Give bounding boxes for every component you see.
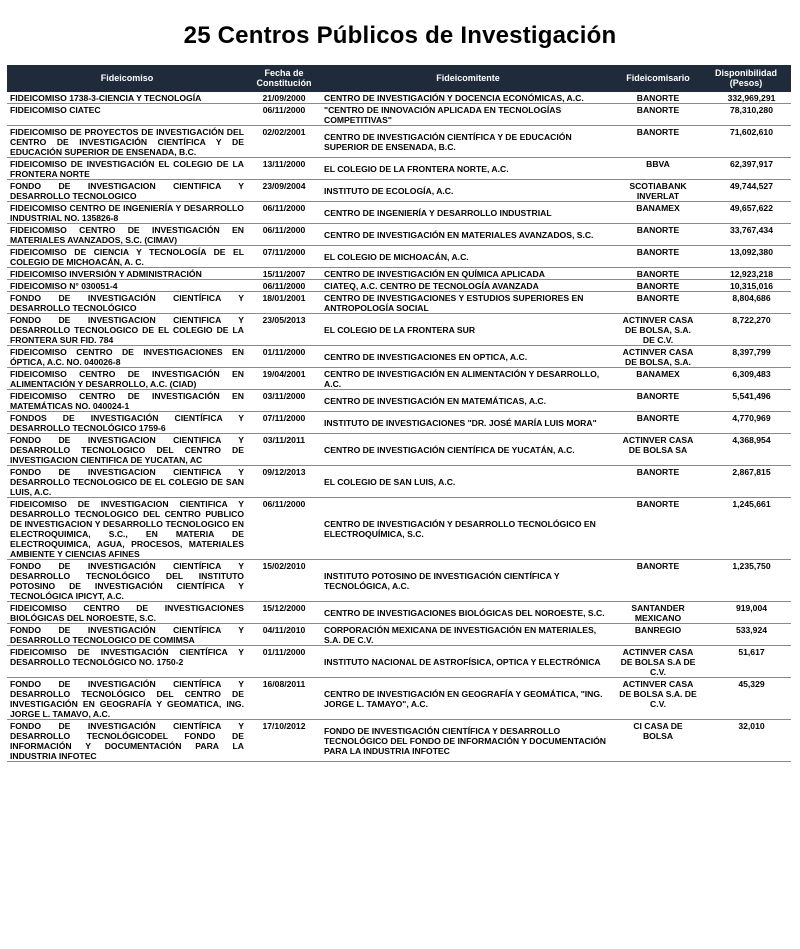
table-row	[7, 678, 791, 720]
cell-fideicomisario: SCOTIABANK INVERLAT	[615, 180, 701, 202]
table-row	[7, 224, 791, 246]
cell-fideicomitente: CENTRO DE INVESTIGACIÓN CIENTÍFICA Y DE EDUCACIÓN SUPERIOR DE ENSENADA, B.C.	[321, 126, 615, 158]
fideicomisos-table	[7, 65, 791, 762]
cell-fideicomisario: BANORTE	[615, 292, 701, 314]
cell-fideicomitente: INSTITUTO POTOSINO DE INVESTIGACIÓN CIENTÍFICA Y TECNOLÓGICA, A.C.	[321, 560, 615, 602]
cell-fideicomisario: ACTINVER CASA DE BOLSA S.A DE C.V.	[615, 646, 701, 678]
cell-fecha: 15/11/2007	[247, 268, 321, 280]
cell-fideicomitente: FONDO DE INVESTIGACIÓN CIENTÍFICA Y DESARROLLO TECNOLÓGICO DEL FONDO DE INFORMACIÓN Y DOCUMENTACIÓN PARA LA INDUSTRIA INFOTEC	[321, 720, 615, 762]
cell-fideicomiso: FONDO DE INVESTIGACIÓN CIENTÍFICA Y DESARROLLO TECNOLÓGICO	[7, 292, 247, 314]
cell-disponibilidad: 5,541,496	[701, 390, 791, 412]
cell-fideicomiso: FIDEICOMISO DE INVESTIGACIÓN EL COLEGIO DE LA FRONTERA NORTE	[7, 158, 247, 180]
cell-disponibilidad: 8,722,270	[701, 314, 791, 346]
header-fecha: Fecha de Constitución	[247, 65, 321, 92]
cell-fideicomiso: FONDO DE INVESTIGACIÓN CIENTÍFICA Y DESARROLLO TECNOLÓGICODEL FONDO DE INFORMACIÓN Y DOCUMENTACIÓN PARA LA INDUSTRIA INFOTEC	[7, 720, 247, 762]
cell-fideicomitente: CENTRO DE INVESTIGACIÓN EN GEOGRAFÍA Y GEOMÁTICA, "ING. JORGE L. TAMAYO", A.C.	[321, 678, 615, 720]
cell-disponibilidad: 8,804,686	[701, 292, 791, 314]
cell-fideicomisario: BBVA	[615, 158, 701, 180]
table-body	[7, 92, 791, 762]
cell-fideicomiso: FIDEICOMISO DE PROYECTOS DE INVESTIGACIÓN DEL CENTRO DE INVESTIGACIÓN CIENTÍFICA Y DE EDUCACIÓN SUPERIOR DE ENSENADA, B.C.	[7, 126, 247, 158]
cell-fecha: 21/09/2000	[247, 92, 321, 104]
cell-fideicomisario: BANORTE	[615, 126, 701, 158]
cell-fecha: 23/09/2004	[247, 180, 321, 202]
cell-disponibilidad: 71,602,610	[701, 126, 791, 158]
cell-fideicomisario: BANORTE	[615, 246, 701, 268]
cell-fideicomiso: FONDO DE INVESTIGACION CIENTIFICA Y DESARROLLO TECNOLOGICO DE EL COLEGIO DE SAN LUIS, A.C.	[7, 466, 247, 498]
table-row	[7, 292, 791, 314]
cell-disponibilidad: 13,092,380	[701, 246, 791, 268]
cell-disponibilidad: 533,924	[701, 624, 791, 646]
cell-fideicomiso: FIDEICOMISO 1738-3-CIENCIA Y TECNOLOGÍA	[7, 92, 247, 104]
cell-disponibilidad: 78,310,280	[701, 104, 791, 126]
cell-fideicomisario: BANORTE	[615, 104, 701, 126]
table-row	[7, 268, 791, 280]
table-row	[7, 498, 791, 560]
cell-fideicomiso: FIDEICOMISO CENTRO DE INVESTIGACIÓN EN MATERIALES AVANZADOS, S.C. (CIMAV)	[7, 224, 247, 246]
cell-fecha: 13/11/2000	[247, 158, 321, 180]
cell-fecha: 15/02/2010	[247, 560, 321, 602]
cell-fecha: 19/04/2001	[247, 368, 321, 390]
cell-fideicomiso: FONDO DE INVESTIGACION CIENTIFICA Y DESARROLLO TECNOLOGICO	[7, 180, 247, 202]
cell-disponibilidad: 62,397,917	[701, 158, 791, 180]
table-row	[7, 720, 791, 762]
table-row	[7, 412, 791, 434]
cell-fecha: 23/05/2013	[247, 314, 321, 346]
cell-fideicomitente: INSTITUTO DE INVESTIGACIONES "DR. JOSÉ MARÍA LUIS MORA"	[321, 412, 615, 434]
cell-disponibilidad: 12,923,218	[701, 268, 791, 280]
table-row	[7, 646, 791, 678]
cell-fideicomiso: FIDEICOMISO N° 030051-4	[7, 280, 247, 292]
cell-fideicomitente: CENTRO DE INVESTIGACIÓN EN MATEMÁTICAS, A.C.	[321, 390, 615, 412]
cell-fideicomitente: CENTRO DE INVESTIGACIONES Y ESTUDIOS SUPERIORES EN ANTROPOLOGÍA SOCIAL	[321, 292, 615, 314]
cell-fideicomisario: BANORTE	[615, 390, 701, 412]
cell-fideicomiso: FIDEICOMISO CIATEC	[7, 104, 247, 126]
cell-fecha: 07/11/2000	[247, 412, 321, 434]
cell-disponibilidad: 1,245,661	[701, 498, 791, 560]
cell-fideicomiso: FONDO DE INVESTIGACIÓN CIENTÍFICA Y DESARROLLO TECNOLÓGICO DEL CENTRO DE INVESTIGACIÓN EN GEOGRAFÍA Y GEOMATICA, ING. JORGE L. TAMAVO, A.C.	[7, 678, 247, 720]
cell-fideicomitente: EL COLEGIO DE MICHOACÁN, A.C.	[321, 246, 615, 268]
table-row	[7, 390, 791, 412]
cell-fideicomitente: CORPORACIÓN MEXICANA DE INVESTIGACIÓN EN MATERIALES, S.A. DE C.V.	[321, 624, 615, 646]
header-fideicomiso: Fideicomiso	[7, 65, 247, 92]
cell-fecha: 03/11/2011	[247, 434, 321, 466]
cell-fecha: 03/11/2000	[247, 390, 321, 412]
cell-fideicomitente: INSTITUTO NACIONAL DE ASTROFÍSICA, OPTICA Y ELECTRÓNICA	[321, 646, 615, 678]
cell-fideicomitente: CENTRO DE INGENIERÍA Y DESARROLLO INDUSTRIAL	[321, 202, 615, 224]
cell-fideicomisario: ACTINVER CASA DE BOLSA, S.A. DE C.V.	[615, 314, 701, 346]
table-row	[7, 434, 791, 466]
table-row	[7, 158, 791, 180]
cell-fideicomiso: FIDEICOMISO DE INVESTIGACIÓN CIENTÍFICA Y DESARROLLO TECNOLÓGICO NO. 1750-2	[7, 646, 247, 678]
cell-disponibilidad: 1,235,750	[701, 560, 791, 602]
table-row	[7, 126, 791, 158]
cell-fideicomiso: FONDO DE INVESTIGACION CIENTIFICA Y DESARROLLO TECNOLOGICO DEL CENTRO DE INVESTIGACION CIENTIFICA DE YUCATAN, AC	[7, 434, 247, 466]
cell-fideicomiso: FONDOS DE INVESTIGACIÓN CIENTÍFICA Y DESARROLLO TECNOLÓGICO 1759-6	[7, 412, 247, 434]
cell-disponibilidad: 33,767,434	[701, 224, 791, 246]
cell-disponibilidad: 32,010	[701, 720, 791, 762]
cell-disponibilidad: 6,309,483	[701, 368, 791, 390]
cell-fideicomitente: CENTRO DE INVESTIGACIONES EN OPTICA, A.C.	[321, 346, 615, 368]
cell-fideicomitente: CENTRO DE INVESTIGACIÓN CIENTÍFICA DE YUCATÁN, A.C.	[321, 434, 615, 466]
cell-fideicomiso: FONDO DE INVESTIGACIÓN CIENTÍFICA Y DESARROLLO TECNOLÓGICO DEL INSTITUTO POTOSINO DE INVESTIGACIÓN CIENTÍFICA Y TECNOLÓGICA IPICYT, A.C.	[7, 560, 247, 602]
cell-disponibilidad: 4,368,954	[701, 434, 791, 466]
table-row	[7, 466, 791, 498]
cell-fideicomitente: CENTRO DE INVESTIGACIÓN EN MATERIALES AVANZADOS, S.C.	[321, 224, 615, 246]
cell-fideicomitente: CENTRO DE INVESTIGACIÓN EN QUÍMICA APLICADA	[321, 268, 615, 280]
cell-fideicomiso: FIDEICOMISO CENTRO DE INVESTIGACIÓN EN ALIMENTACIÓN Y DESARROLLO, A.C. (CIAD)	[7, 368, 247, 390]
table-row	[7, 602, 791, 624]
cell-fideicomisario: BANORTE	[615, 412, 701, 434]
cell-disponibilidad: 2,867,815	[701, 466, 791, 498]
cell-fecha: 06/11/2000	[247, 104, 321, 126]
cell-fideicomisario: BANORTE	[615, 92, 701, 104]
cell-fideicomisario: BANREGIO	[615, 624, 701, 646]
cell-fideicomitente: "CENTRO DE INNOVACIÓN APLICADA EN TECNOLOGÍAS COMPETITIVAS"	[321, 104, 615, 126]
cell-fideicomiso: FIDEICOMISO CENTRO DE INVESTIGACIONES BIOLÓGICAS DEL NOROESTE, S.C.	[7, 602, 247, 624]
cell-fideicomiso: FONDO DE INVESTIGACION CIENTIFICA Y DESARROLLO TECNOLOGICO DE EL COLEGIO DE LA FRONTERA SUR FID. 784	[7, 314, 247, 346]
cell-disponibilidad: 332,969,291	[701, 92, 791, 104]
cell-fideicomisario: BANAMEX	[615, 202, 701, 224]
cell-fideicomitente: CIATEQ, A.C. CENTRO DE TECNOLOGÍA AVANZADA	[321, 280, 615, 292]
cell-fideicomitente: CENTRO DE INVESTIGACIONES BIOLÓGICAS DEL NOROESTE, S.C.	[321, 602, 615, 624]
cell-fideicomisario: BANORTE	[615, 466, 701, 498]
cell-fecha: 18/01/2001	[247, 292, 321, 314]
cell-disponibilidad: 10,315,016	[701, 280, 791, 292]
cell-fecha: 06/11/2000	[247, 498, 321, 560]
cell-fecha: 04/11/2010	[247, 624, 321, 646]
table-row	[7, 246, 791, 268]
cell-fideicomiso: FIDEICOMISO DE INVESTIGACION CIENTIFICA Y DESARROLLO TECNOLOGICO DEL CENTRO PUBLICO DE INVESTIGACION Y DESARROLLO TECNOLOGICO EN ELECTROQUIMICA, S.C., EN MATERIA DE ELECTROQUIMICA, AGUA, PROCESOS, MATERIALES AMBIENTE Y CIENCIAS AFINES	[7, 498, 247, 560]
cell-fecha: 16/08/2011	[247, 678, 321, 720]
table-row	[7, 92, 791, 104]
cell-disponibilidad: 8,397,799	[701, 346, 791, 368]
header-disponibilidad: Disponibilidad (Pesos)	[701, 65, 791, 92]
table-row	[7, 368, 791, 390]
table-row	[7, 346, 791, 368]
table-row	[7, 560, 791, 602]
cell-fideicomisario: BANORTE	[615, 498, 701, 560]
cell-fideicomisario: BANORTE	[615, 280, 701, 292]
cell-fideicomiso: FONDO DE INVESTIGACIÓN CIENTÍFICA Y DESARROLLO TECNOLOGICO DE COMIMSA	[7, 624, 247, 646]
cell-fideicomiso: FIDEICOMISO INVERSIÓN Y ADMINISTRACIÓN	[7, 268, 247, 280]
cell-fideicomitente: EL COLEGIO DE LA FRONTERA SUR	[321, 314, 615, 346]
cell-fecha: 06/11/2000	[247, 280, 321, 292]
cell-fideicomiso: FIDEICOMISO CENTRO DE INVESTIGACIONES EN ÓPTICA, A.C. NO. 040026-8	[7, 346, 247, 368]
cell-fideicomisario: SANTANDER MEXICANO	[615, 602, 701, 624]
header-fideicomitente: Fideicomitente	[321, 65, 615, 92]
table-row	[7, 180, 791, 202]
table-row	[7, 280, 791, 292]
cell-fideicomiso: FIDEICOMISO CENTRO DE INVESTIGACIÓN EN MATEMÁTICAS NO. 040024-1	[7, 390, 247, 412]
cell-fideicomisario: BANORTE	[615, 224, 701, 246]
cell-fecha: 07/11/2000	[247, 246, 321, 268]
cell-fideicomitente: CENTRO DE INVESTIGACIÓN Y DOCENCIA ECONÓMICAS, A.C.	[321, 92, 615, 104]
table-header	[7, 65, 791, 92]
cell-disponibilidad: 51,617	[701, 646, 791, 678]
table-row	[7, 314, 791, 346]
cell-fideicomitente: EL COLEGIO DE LA FRONTERA NORTE, A.C.	[321, 158, 615, 180]
cell-fideicomisario: BANAMEX	[615, 368, 701, 390]
cell-fideicomisario: CI CASA DE BOLSA	[615, 720, 701, 762]
cell-fecha: 02/02/2001	[247, 126, 321, 158]
cell-disponibilidad: 919,004	[701, 602, 791, 624]
cell-fecha: 01/11/2000	[247, 646, 321, 678]
cell-disponibilidad: 45,329	[701, 678, 791, 720]
header-fideicomisario: Fideicomisario	[615, 65, 701, 92]
cell-fecha: 17/10/2012	[247, 720, 321, 762]
cell-fecha: 06/11/2000	[247, 202, 321, 224]
cell-fecha: 09/12/2013	[247, 466, 321, 498]
cell-fideicomitente: CENTRO DE INVESTIGACIÓN EN ALIMENTACIÓN Y DESARROLLO, A.C.	[321, 368, 615, 390]
cell-fideicomisario: BANORTE	[615, 268, 701, 280]
cell-fideicomitente: INSTITUTO DE ECOLOGÍA, A.C.	[321, 180, 615, 202]
cell-disponibilidad: 49,744,527	[701, 180, 791, 202]
cell-fideicomiso: FIDEICOMISO CENTRO DE INGENIERÍA Y DESARROLLO INDUSTRIAL NO. 135826-8	[7, 202, 247, 224]
cell-disponibilidad: 4,770,969	[701, 412, 791, 434]
cell-fideicomisario: BANORTE	[615, 560, 701, 602]
table-row	[7, 624, 791, 646]
cell-fideicomitente: EL COLEGIO DE SAN LUIS, A.C.	[321, 466, 615, 498]
cell-fideicomitente: CENTRO DE INVESTIGACIÓN Y DESARROLLO TECNOLÓGICO EN ELECTROQUÍMICA, S.C.	[321, 498, 615, 560]
table-row	[7, 202, 791, 224]
cell-fecha: 06/11/2000	[247, 224, 321, 246]
table-row	[7, 104, 791, 126]
cell-fideicomiso: FIDEICOMISO DE CIENCIA Y TECNOLOGÍA DE EL COLEGIO DE MICHOACÁN, A. C.	[7, 246, 247, 268]
cell-disponibilidad: 49,657,622	[701, 202, 791, 224]
page-title: 25 Centros Públicos de Investigación	[183, 22, 617, 49]
cell-fideicomisario: ACTINVER CASA DE BOLSA S.A. DE C.V.	[615, 678, 701, 720]
header-row	[7, 65, 791, 92]
cell-fideicomisario: ACTINVER CASA DE BOLSA SA	[615, 434, 701, 466]
cell-fideicomisario: ACTINVER CASA DE BOLSA, S.A.	[615, 346, 701, 368]
cell-fecha: 15/12/2000	[247, 602, 321, 624]
cell-fecha: 01/11/2000	[247, 346, 321, 368]
